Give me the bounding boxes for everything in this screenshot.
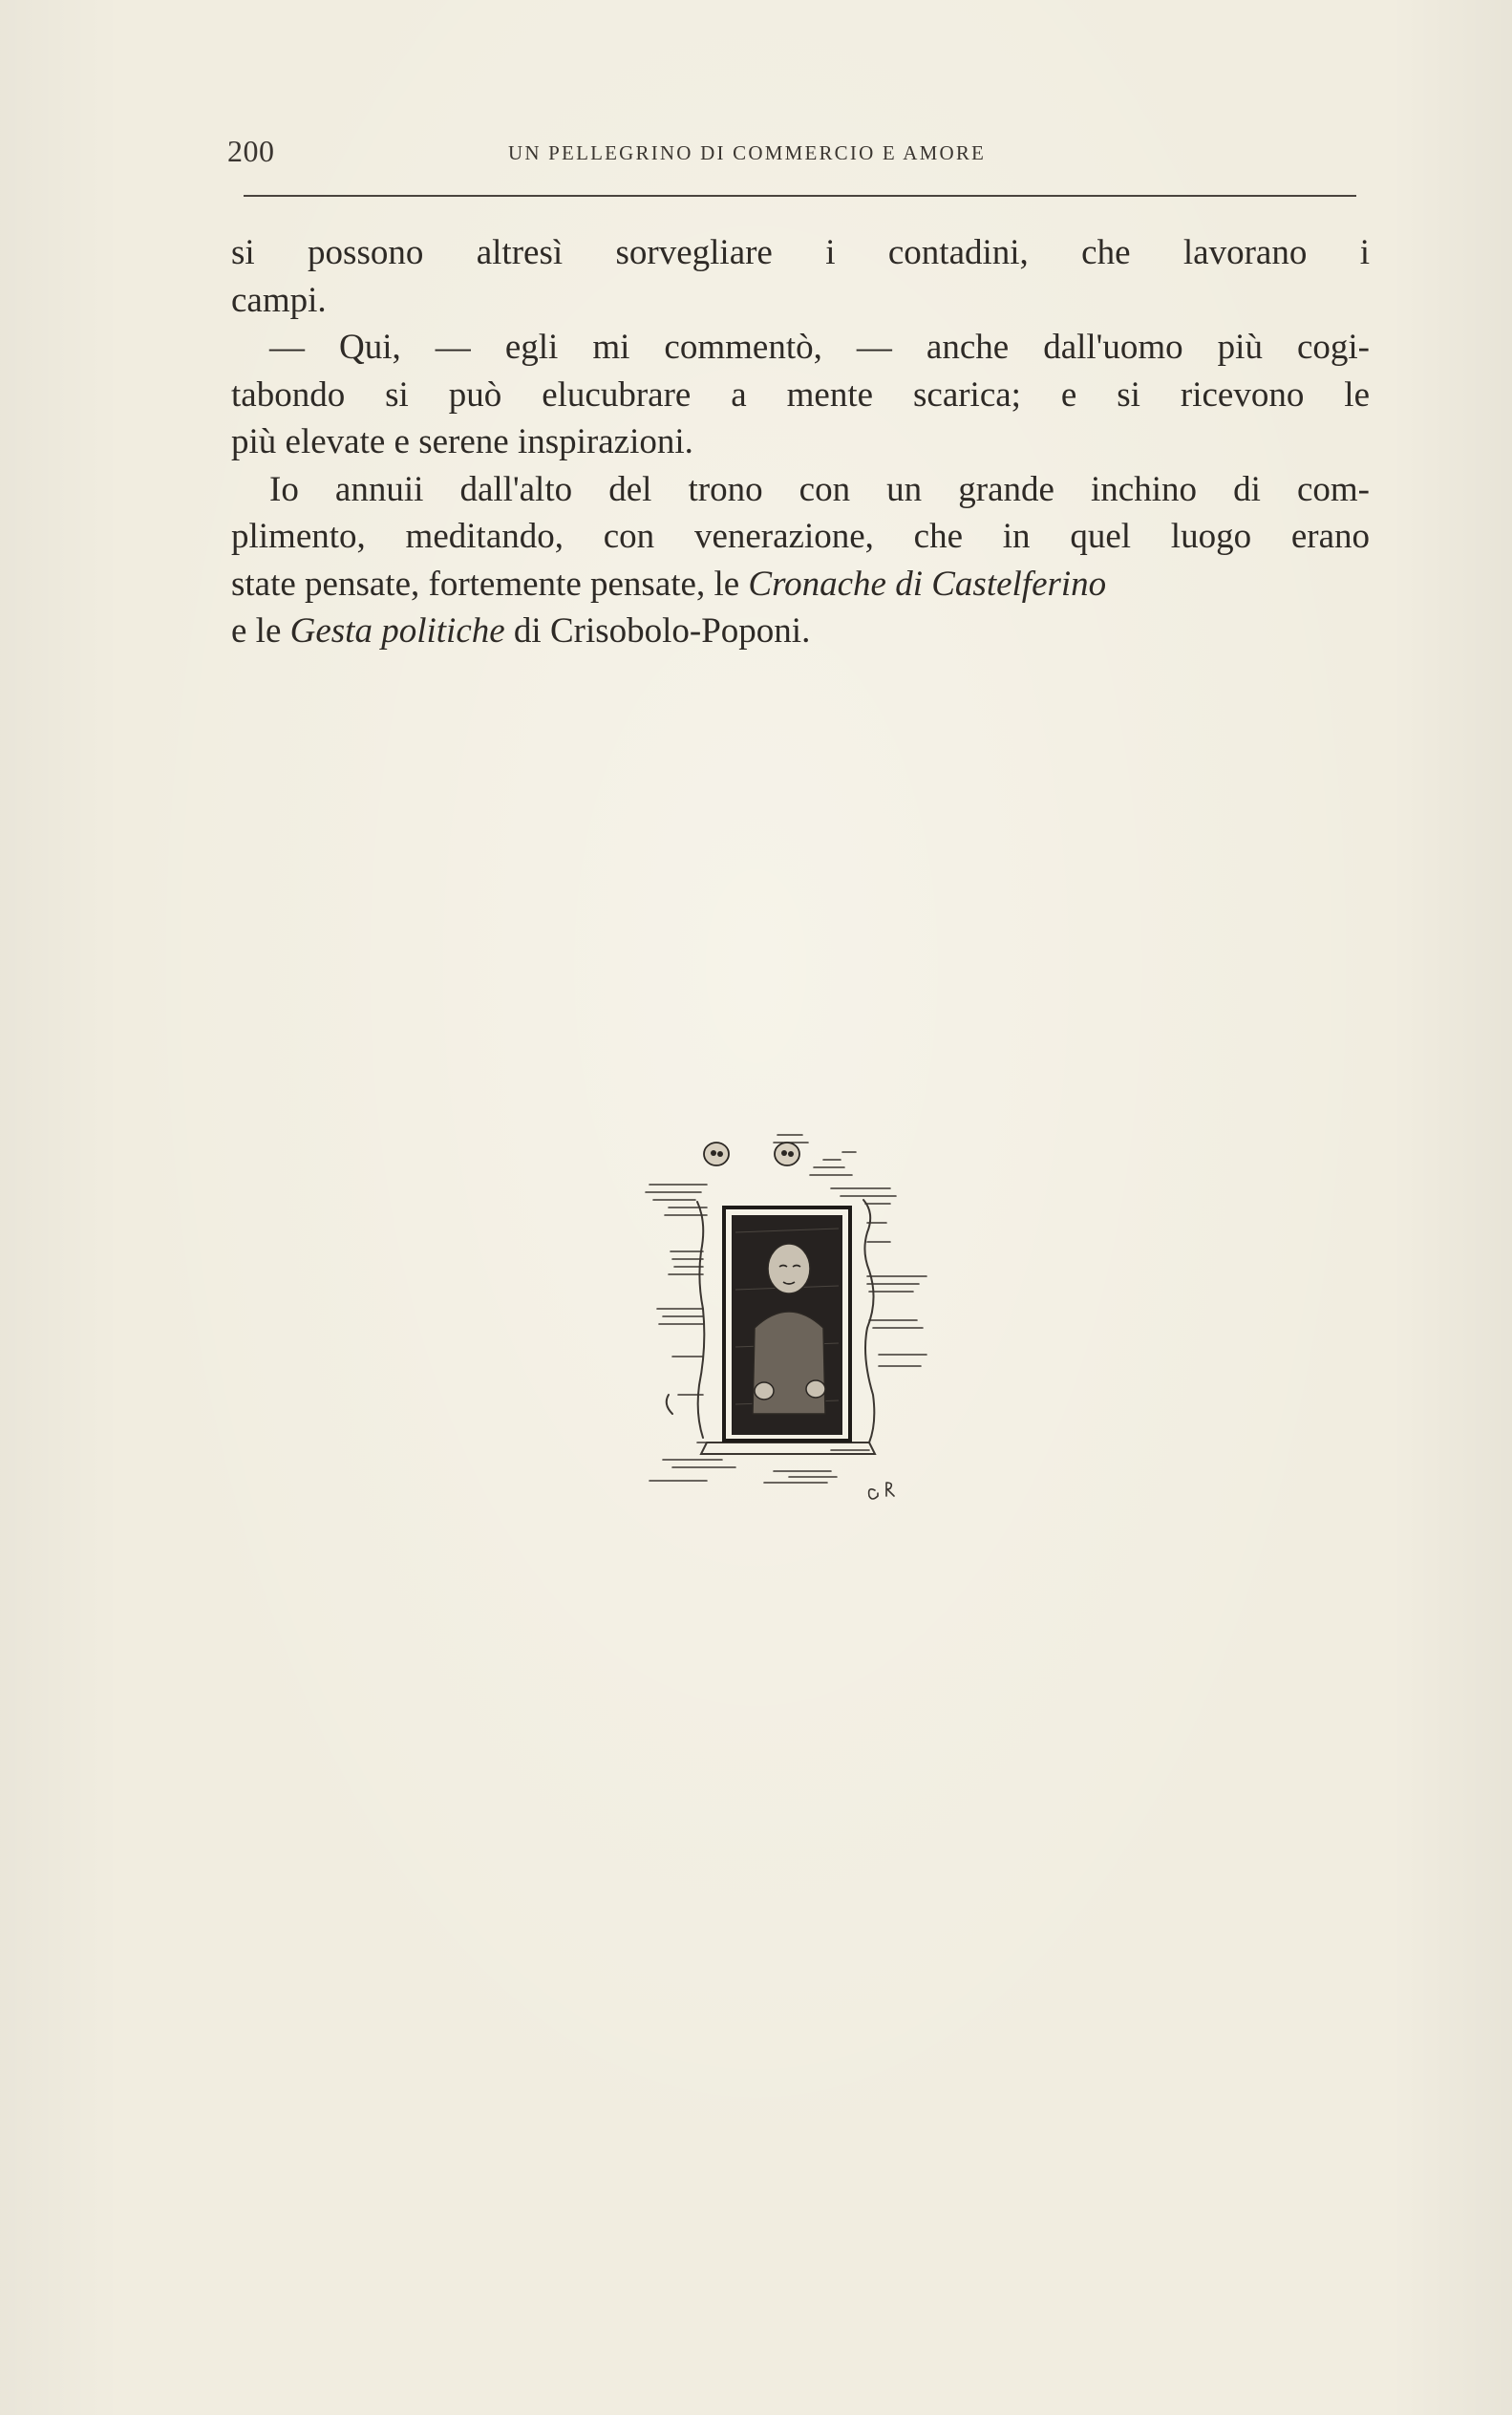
text-line: — Qui, — egli mi commentò, — anche dall'uomo più cogi- (269, 328, 1370, 367)
text-line (231, 561, 1370, 609)
text-line: campi. (231, 280, 327, 320)
running-title: UN PELLEGRINO DI COMMERCIO E AMORE (508, 141, 987, 164)
window-vignette-illustration (640, 1108, 965, 1509)
text-line: più elevate e serene inspirazioni. (231, 422, 693, 461)
body-text (231, 229, 1370, 655)
text-line-part: di Crisobolo-Poponi. (504, 611, 811, 651)
running-head (227, 134, 1356, 172)
text-line-part: e le (231, 611, 290, 651)
text-line-part: state pensate, fortemente pensate, le (231, 564, 749, 604)
book-title-gesta: Gesta politiche (289, 611, 505, 651)
text-line: tabondo si può elucubrare a mente scarica; e si ricevono le (231, 374, 1370, 415)
text-line: si possono altresì sorvegliare i contadini, che lavorano i (231, 233, 1370, 272)
text-line: Io annuii dall'alto del trono con un grande inchino di com- (269, 469, 1370, 509)
book-title-cronache: Cronache di Castelferino (748, 564, 1107, 604)
page-number: 200 (227, 134, 275, 168)
text-line: plimento, meditando, con venerazione, che in quel luogo erano (231, 517, 1370, 556)
header-rule (244, 195, 1356, 197)
text-line (231, 608, 1370, 655)
